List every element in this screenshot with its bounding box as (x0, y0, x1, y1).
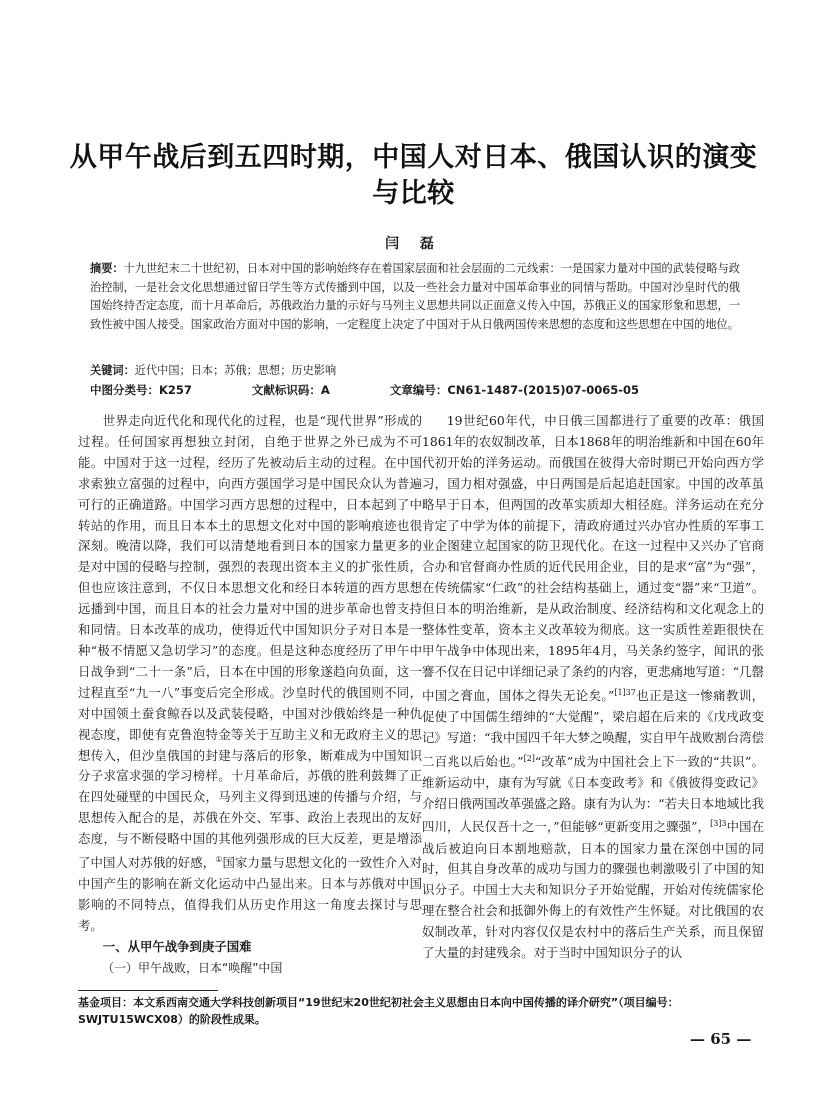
subsection-heading: （一）甲午战败，日本“唤醒”中国 (102, 960, 283, 975)
abstract-text: 十九世纪末二十世纪初，日本对中国的影响始终存在着国家层面和社会层面的二元线索：一是国家力量对中国的武装侵略与政治控制，一是社会文化思想通过留日学生等方式传播到中国，以及一些社会力量对中国革命事业的同情与帮助。中国对沙皇时代的俄国始终持否定态度，而十月革命后，苏俄政治力量的示好与马列主义思想共同以正面意义传入中国，苏俄正义的国家形象和思想，一致性被中国人接受。国家政治方面对中国的影响，一定程度上决定了中国对于从日俄两国传来思想的态度和这些思想在中国的地位。 (90, 262, 740, 331)
paragraph-text: 中国在战后被迫向日本割地赔款，日本的国家力量在深创中国的同时，但其自身改革的成功与国力的骤强也刺激吸引了中国的知识分子。中国士大夫和知识分子开始觉醒，开始对传统儒家伦理在整合社会和抵御外侮上的有效性产生怀疑。对比俄国的农奴制改革，针对内容仅仅是农村中的落后生产关系，而且保留了大量的封建残余。对于当时中国知识分子的认 (422, 819, 764, 961)
footnote-divider (78, 990, 218, 991)
paragraph-text: 国家力量与思想文化的一致性介入对中国产生的影响在新文化运动中凸显出来。日本与苏俄对中国影响的不同特点，值得我们从历史作用这一角度去探讨与思考。 (78, 855, 423, 933)
paragraph-text: “改革”成为中国社会上下一致的“共识”。维新运动中，康有为写就《日本变政考》和《俄彼得变政记》介绍日俄两国改革强盛之路。康有为认为：“若夫日本地域比我四川，人民仅吾十之一，”但能够“更新变用之骤强”， (422, 753, 764, 835)
article-title: 从甲午战后到五四时期，中国人对日本、俄国认识的演变与比较 (69, 142, 758, 209)
body-paragraph (78, 411, 422, 937)
keywords-text: 近代中国；日本；苏俄；思想；历史影响 (134, 364, 337, 377)
right-column (422, 411, 764, 964)
classification-meta (90, 381, 740, 399)
paragraph-text: 世界走向近代化和现代化的过程，也是“现代世界”形成的过程。任何国家再想独立封闭，自绝于世界之外已成为不可能。中国对于这一过程，经历了先被动后主动的过程。在中国求索独立富强的过程中，向西方强国学习是中国民众认为普遍可行的正确道路。中国学习西方思想的过程中，日本起到了中转站的作用，而且日本本土的思想文化对中国的影响痕迹也很深刻。晚清以降，我们可以清楚地看到日本的国家力量更多的是对中国的侵略与控制，强烈的表现出资本主义的扩张性质，但也应该注意到，不仅日本思想文化和经日本转道的西方思想远播到中国，而且日本的社会力量对中国的进步革命也曾支持和同情。日本改革的成功，使得近代中国知识分子对日本是一种“极不情愿又急切学习”的态度。但是这种态度经历了甲午中日战争到“二十一条”后，日本在中国的形象遂趋向负面，这一过程直至“九一八”事变后完全形成。沙皇时代的俄国则不同，对中国领土蚕食鲸吞以及武装侵略，中国对沙俄始终是一种仇视态度，即使有克鲁泡特金等关于互助主义和无政府主义的思想传入，但沙皇俄国的封建与落后的形象，断难成为中国知识分子求富求强的学习榜样。十月革命后，苏俄的胜利鼓舞了正在四处碰壁的中国民众，马列主义得到迅速的传播与介绍，与思想传入配合的是，苏俄在外交、军事、政治上表现出的友好态度，与不断侵略中国的其他列强形成的巨大反差，更是增添了中国人对苏俄的好感， (78, 413, 422, 871)
footnote-marker: ① (215, 855, 223, 865)
document-code: 文献标识码：A (251, 383, 330, 397)
section-heading: 一、从甲午战争到庚子国难 (102, 938, 252, 954)
paragraph-text: 也正是这一惨痛教训，促使了中国儒生缙绅的“大觉醒”，梁启超在后来的《戊戌政变记》写道：“我中国四千年大梦之唤醒，实自甲午战败割台湾偿二百兆以后始也。” (422, 687, 764, 769)
citation-marker: [2] (523, 753, 535, 763)
article-number: 文章编号：CN61-1487-(2015)07-0065-05 (389, 383, 640, 397)
author-name: 闫 磊 (385, 236, 442, 252)
funding-footnote: 基金项目：本文系西南交通大学科技创新项目“19世纪末20世纪初社会主义思想由日本向中国传播的译介研究”（项目编号：SWJTU15WCX08）的阶段性成果。 (78, 996, 679, 1026)
page-number: — 65 — (690, 1030, 752, 1048)
keywords-label: 关键词： (90, 364, 135, 377)
citation-marker: [1]37 (614, 687, 636, 697)
clc-number: 中图分类号：K257 (90, 383, 192, 397)
abstract-label: 摘要： (90, 262, 124, 275)
left-column (78, 411, 422, 979)
keywords (90, 362, 740, 380)
paragraph-text: 19世纪60年代，中日俄三国都进行了重要的改革：俄国1861年的农奴制改革，日本1868年的明治维新和中国在60年代初开始的洋务运动。而俄国在彼得大帝时期已开始向西方学习，国力相对强盛，中日两国是后起追赶国家。中国的改革虽略早于日本，但两国的改革实质却大相径庭。洋务运动在充分肯定了中学为体的前提下，清政府通过兴办官办性质的军事工业企图建立起国家的防卫现代化。在这一过程中又兴办了官商合办和官督商办性质的近代民用企业，目的是求“富”为“强”，在传统儒家“仁政”的社会结构基础上，通过变“器”来“卫道”。但日本的明治维新，是从政治制度、经济结构和文化观念上的整体性变革，资本主义改革较为彻底。这一实质性差距很快在甲午战争中体现出来，1895年4月，马关条约签字，闻讯的张謇不仅在日记中详细记录了条约的内容，更悲痛地写道：“几罄中国之膏血，国体之得失无论矣。” (422, 413, 764, 703)
abstract (90, 260, 740, 334)
citation-marker: [3]3 (710, 819, 727, 829)
body-paragraph (422, 411, 764, 964)
